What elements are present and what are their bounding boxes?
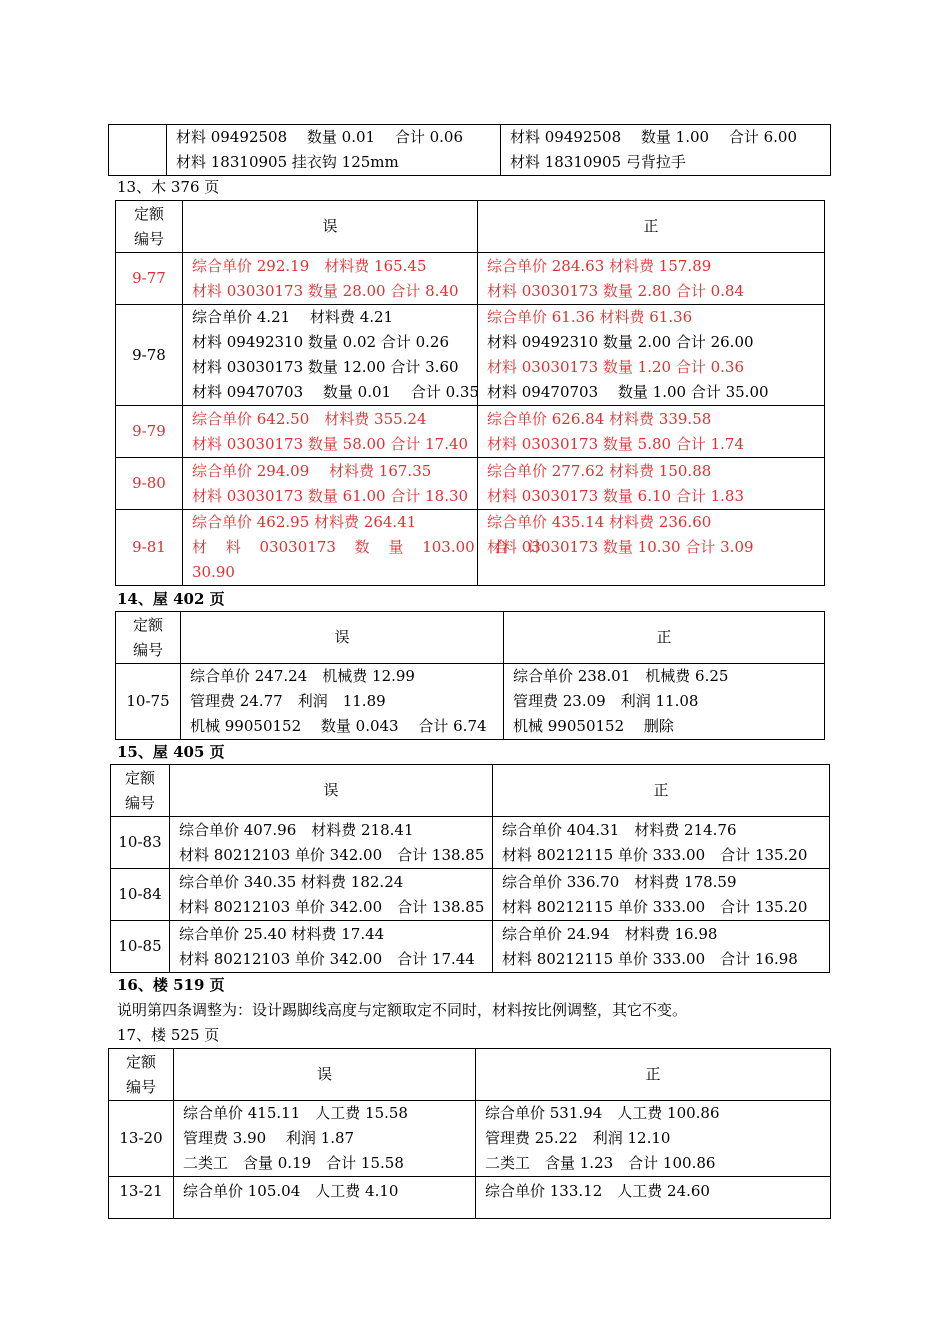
section-heading-17: 17、楼 525 页 [117,1026,220,1044]
table-row [109,125,831,176]
header-wrong: 误 [183,201,478,253]
wrong-cell: 综合单价 25.40 材料费 17.44 材料 80212103 单价 342.00 合计 17.44 [170,921,493,973]
wrong-cell: 综合单价 642.50 材料费 355.24 材料 03030173 数量 58.00 合计 17.40 [183,406,478,458]
right-cell: 综合单价 284.63 材料费 157.89 材料 03030173 数量 2.80 合计 0.84 [478,253,825,305]
wrong-cell: 综合单价 4.21 材料费 4.21 材料 09492310 数量 0.02 合计 0.26 材料 03030173 数量 12.00 合计 3.60 材料 09470703 数量 0.01 合计 0.35 [183,305,478,406]
right-cell [501,125,831,176]
right-cell: 综合单价 277.62 材料费 150.88 材料 03030173 数量 6.10 合计 1.83 [478,458,825,510]
section-heading-15: 15、屋 405 页 [117,743,225,761]
table-header-row [116,201,825,253]
table-header-row [111,765,830,817]
code-cell: 9-78 [116,305,183,406]
right-cell: 综合单价 238.01 机械费 6.25 管理费 23.09 利润 11.08 机械 99050152 删除 [504,664,825,740]
wrong-cell: 综合单价 294.09 材料费 167.35 材料 03030173 数量 61.00 合计 18.30 [183,458,478,510]
code-cell: 10-85 [111,921,170,973]
header-right: 正 [504,612,825,664]
table-section-13 [115,200,825,586]
header-code: 定额 编号 [111,765,170,817]
table-row [116,406,825,458]
cell-line: 材料 09492508 数量 1.00 合计 6.00 [510,128,797,146]
continued-table [108,124,831,176]
table-section-14 [115,611,825,740]
table-header-row [109,1049,831,1101]
wrong-cell: 综合单价 415.11 人工费 15.58 管理费 3.90 利润 1.87 二类工 含量 0.19 合计 15.58 [174,1101,476,1177]
right-cell: 综合单价 435.14 材料费 236.60 材料 03030173 数量 10.30 合计 3.09 [478,510,825,586]
wrong-cell [167,125,501,176]
header-wrong: 误 [181,612,504,664]
table-row [116,305,825,406]
section-heading-16: 16、楼 519 页 [117,976,225,994]
section-heading-14: 14、屋 402 页 [117,590,225,608]
section-heading-13: 13、木 376 页 [117,178,220,196]
table-section-15 [110,764,830,973]
header-wrong: 误 [174,1049,476,1101]
wrong-cell: 综合单价 340.35 材料费 182.24 材料 80212103 单价 342.00 合计 138.85 [170,869,493,921]
code-cell: 9-79 [116,406,183,458]
table-row [116,253,825,305]
header-code: 定额 编号 [116,612,181,664]
header-right: 正 [476,1049,831,1101]
right-cell: 综合单价 133.12 人工费 24.60 [476,1177,831,1219]
header-right: 正 [493,765,830,817]
code-cell: 13-21 [109,1177,174,1219]
header-code: 定额 编号 [109,1049,174,1101]
table-row [109,1101,831,1177]
wrong-cell: 综合单价 462.95 材料费 264.41 材 料 03030173 数 量 103.00 合 计 30.90 [183,510,478,586]
right-cell: 综合单价 61.36 材料费 61.36 材料 09492310 数量 2.00 合计 26.00 材料 03030173 数量 1.20 合计 0.36 材料 09470703 数量 1.00 合计 35.00 [478,305,825,406]
code-cell: 9-77 [116,253,183,305]
wrong-cell: 综合单价 407.96 材料费 218.41 材料 80212103 单价 342.00 合计 138.85 [170,817,493,869]
code-cell: 9-80 [116,458,183,510]
wrong-cell: 综合单价 292.19 材料费 165.45 材料 03030173 数量 28.00 合计 8.40 [183,253,478,305]
cell-line: 材料 09492508 数量 0.01 合计 0.06 [176,128,463,146]
wrong-cell: 综合单价 105.04 人工费 4.10 [174,1177,476,1219]
code-cell: 9-81 [116,510,183,586]
code-cell: 13-20 [109,1101,174,1177]
table-row [111,869,830,921]
header-code: 定额 编号 [116,201,183,253]
cell-line: 材料 18310905 挂衣钩 125mm [176,153,399,171]
right-cell: 综合单价 404.31 材料费 214.76 材料 80212115 单价 333.00 合计 135.20 [493,817,830,869]
table-row [111,921,830,973]
code-cell: 10-83 [111,817,170,869]
right-cell: 综合单价 24.94 材料费 16.98 材料 80212115 单价 333.00 合计 16.98 [493,921,830,973]
header-right: 正 [478,201,825,253]
cell-line: 材料 18310905 弓背拉手 [510,153,686,171]
wrong-cell: 综合单价 247.24 机械费 12.99 管理费 24.77 利润 11.89 机械 99050152 数量 0.043 合计 6.74 [181,664,504,740]
code-cell: 10-84 [111,869,170,921]
table-row [116,510,825,586]
code-cell: 10-75 [116,664,181,740]
table-row [109,1177,831,1219]
table-row [116,458,825,510]
table-row [111,817,830,869]
right-cell: 综合单价 531.94 人工费 100.86 管理费 25.22 利润 12.10 二类工 含量 1.23 合计 100.86 [476,1101,831,1177]
right-cell: 综合单价 626.84 材料费 339.58 材料 03030173 数量 5.80 合计 1.74 [478,406,825,458]
table-row [116,664,825,740]
code-cell [109,125,167,176]
table-section-17 [108,1048,831,1219]
section-note-16: 说明第四条调整为：设计踢脚线高度与定额取定不同时，材料按比例调整，其它不变。 [117,1001,688,1019]
right-cell: 综合单价 336.70 材料费 178.59 材料 80212115 单价 333.00 合计 135.20 [493,869,830,921]
header-wrong: 误 [170,765,493,817]
table-header-row [116,612,825,664]
